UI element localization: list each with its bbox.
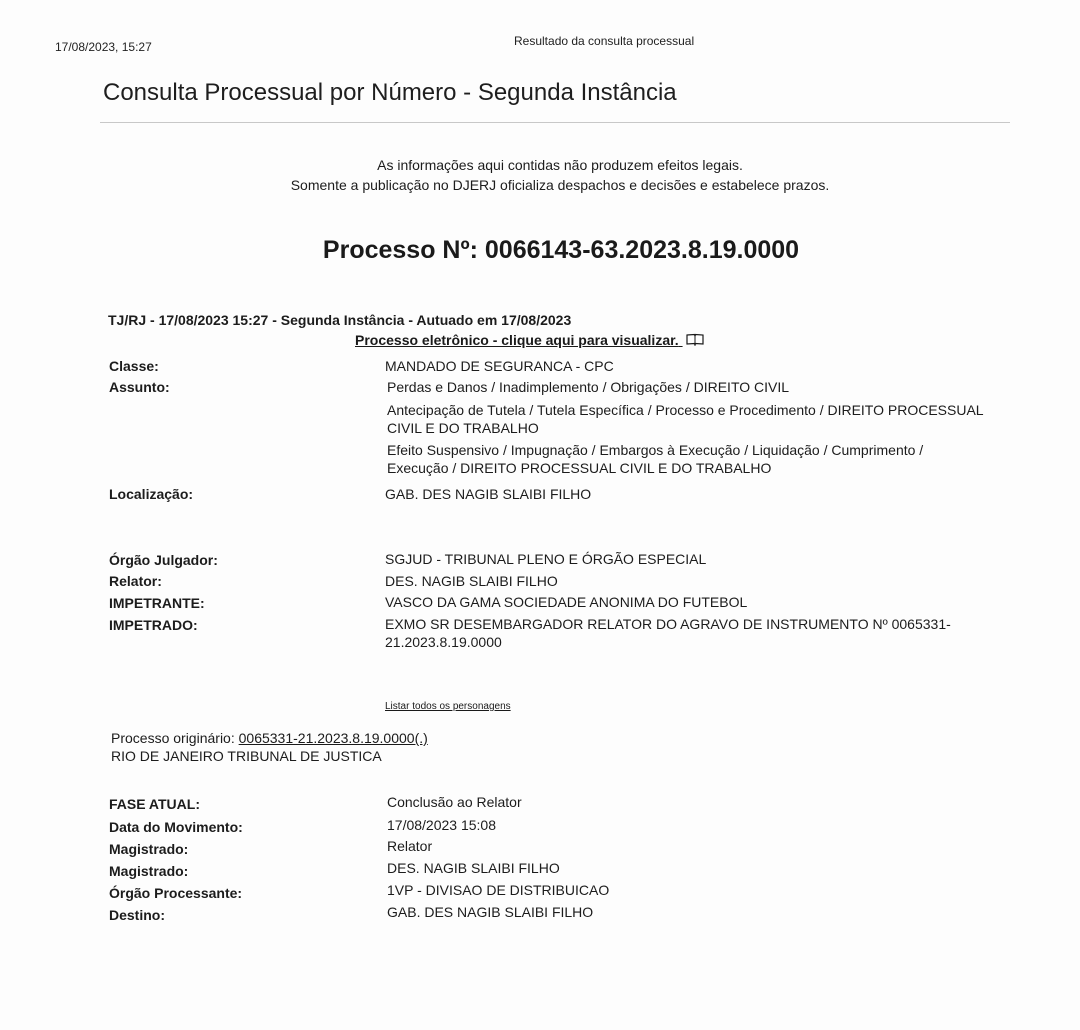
data-movimento-label: Data do Movimento: (109, 819, 243, 835)
magistrado-value-2: DES. NAGIB SLAIBI FILHO (387, 860, 560, 876)
print-datetime: 17/08/2023, 15:27 (55, 40, 152, 54)
original-process-court: RIO DE JANEIRO TRIBUNAL DE JUSTICA (111, 748, 382, 764)
disclaimer-line-2: Somente a publicação no DJERJ oficializa despachos e decisões e estabelece prazos. (290, 177, 830, 193)
print-title: Resultado da consulta processual (514, 34, 695, 48)
localizacao-label: Localização: (109, 486, 194, 502)
fase-atual-value: Conclusão ao Relator (387, 794, 522, 810)
title-divider (100, 122, 1010, 123)
process-number-heading: Processo Nº: 0066143-63.2023.8.19.0000 (322, 236, 800, 264)
electronic-process-link-label: Processo eletrônico - clique aqui para visualizar. (355, 332, 679, 348)
assunto-value-2: Antecipação de Tutela / Tutela Específica / Processo e Procedimento / DIREITO PROCESSUAL CIVIL E DO TRABALHO (387, 402, 984, 436)
localizacao-value: GAB. DES NAGIB SLAIBI FILHO (385, 486, 592, 502)
orgao-processante-label: Órgão Processante: (109, 885, 243, 901)
orgao-julgador-value: SGJUD - TRIBUNAL PLENO E ÓRGÃO ESPECIAL (385, 551, 707, 567)
page-title: Consulta Processual por Número - Segunda Instância (103, 79, 677, 106)
data-movimento-value: 17/08/2023 15:08 (387, 817, 496, 833)
assunto-value-3: Efeito Suspensivo / Impugnação / Embargos à Execução / Liquidação / Cumprimento / Execução / DIREITO PROCESSUAL CIVIL E DO TRABALHO (387, 442, 924, 476)
electronic-process-link[interactable] (355, 332, 704, 348)
magistrado-label-2: Magistrado: (109, 863, 189, 879)
impetrado-label: IMPETRADO: (109, 617, 198, 633)
assunto-label: Assunto: (109, 379, 170, 395)
magistrado-value-1: Relator (387, 838, 433, 854)
destino-label: Destino: (109, 907, 165, 923)
book-icon (686, 333, 704, 346)
disclaimer-line-1: As informações aqui contidas não produzem efeitos legais. (377, 157, 743, 173)
original-process-link[interactable]: 0065331-21.2023.8.19.0000(.) (238, 730, 428, 746)
assunto-value-1: Perdas e Danos / Inadimplemento / Obrigações / DIREITO CIVIL (387, 379, 790, 395)
list-characters-link[interactable]: Listar todos os personagens (385, 701, 511, 712)
legal-disclaimer (0, 155, 1080, 195)
classe-label: Classe: (109, 358, 159, 374)
impetrado-value: EXMO SR DESEMBARGADOR RELATOR DO AGRAVO DE INSTRUMENTO Nº 0065331-21.2023.8.19.0000 (385, 616, 951, 650)
orgao-processante-value: 1VP - DIVISAO DE DISTRIBUICAO (387, 882, 610, 898)
relator-value: DES. NAGIB SLAIBI FILHO (385, 573, 558, 589)
impetrante-value: VASCO DA GAMA SOCIEDADE ANONIMA DO FUTEBOL (385, 594, 748, 610)
destino-value: GAB. DES NAGIB SLAIBI FILHO (387, 904, 594, 920)
relator-label: Relator: (109, 573, 162, 589)
original-process-label: Processo originário: (111, 730, 235, 746)
original-process (111, 728, 428, 748)
impetrante-label: IMPETRANTE: (109, 595, 205, 611)
orgao-julgador-label: Órgão Julgador: (109, 552, 218, 568)
process-summary-line: TJ/RJ - 17/08/2023 15:27 - Segunda Instância - Autuado em 17/08/2023 (108, 312, 572, 328)
magistrado-label-1: Magistrado: (109, 841, 189, 857)
fase-atual-label: FASE ATUAL: (109, 796, 200, 812)
classe-value: MANDADO DE SEGURANCA - CPC (385, 358, 614, 374)
